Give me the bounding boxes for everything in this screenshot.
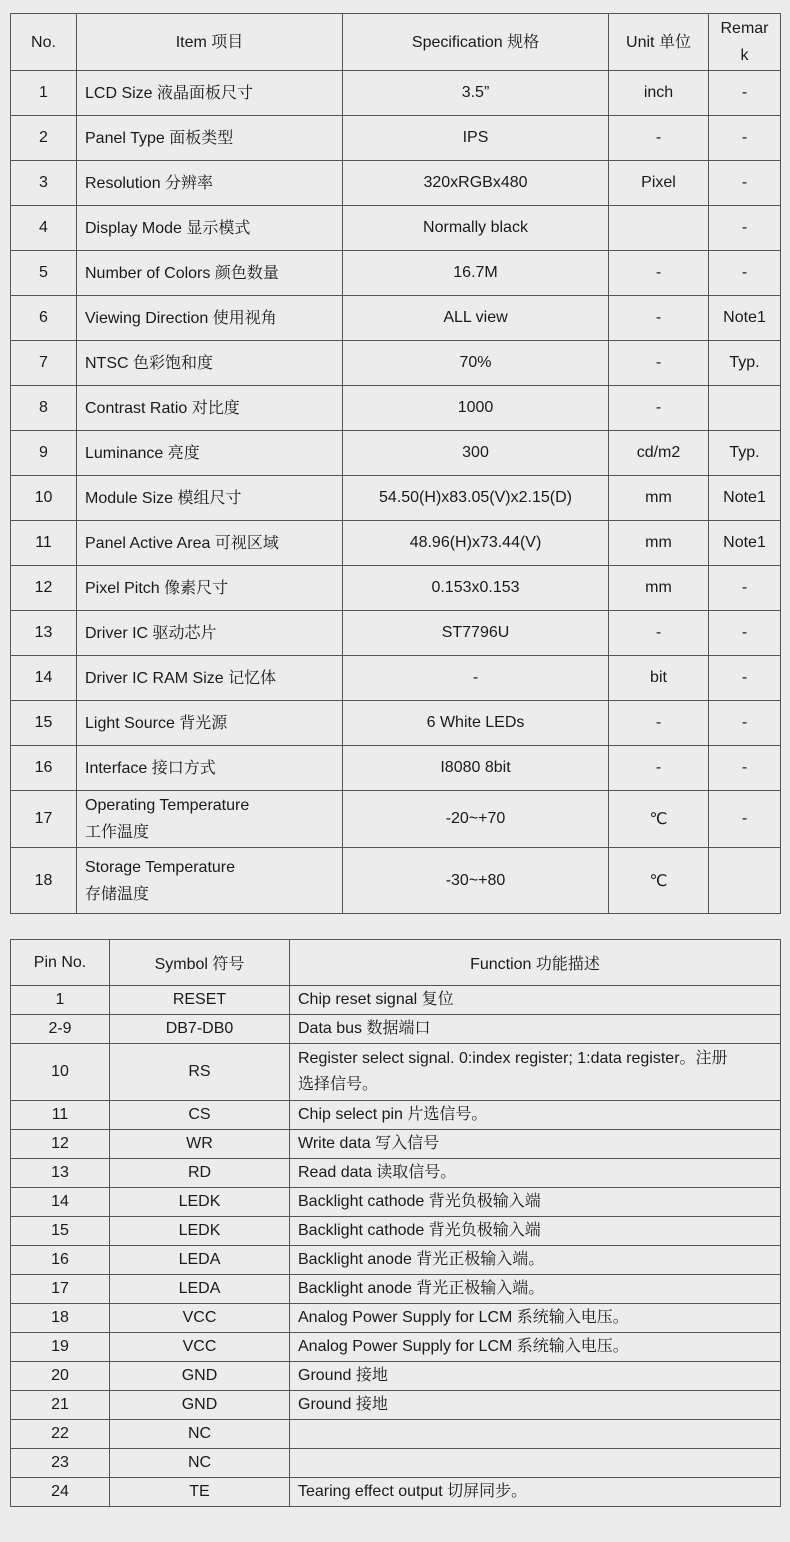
pin-function: Analog Power Supply for LCM 系统输入电压。 bbox=[290, 1304, 781, 1333]
pin-symbol: NC bbox=[110, 1449, 290, 1478]
spec-item: Driver IC RAM Size 记忆体 bbox=[77, 656, 343, 701]
spec-unit bbox=[609, 206, 709, 251]
spec-row bbox=[11, 71, 781, 116]
spec-item: Viewing Direction 使用视角 bbox=[77, 296, 343, 341]
spec-unit: - bbox=[609, 341, 709, 386]
spec-item: NTSC 色彩饱和度 bbox=[77, 341, 343, 386]
spec-unit: - bbox=[609, 251, 709, 296]
spec-unit: inch bbox=[609, 71, 709, 116]
pin-symbol: CS bbox=[110, 1101, 290, 1130]
pin-no: 21 bbox=[11, 1391, 110, 1420]
spec-item: Storage Temperature 存储温度 bbox=[77, 848, 343, 914]
spec-value: 320xRGBx480 bbox=[343, 161, 609, 206]
header-symbol: Symbol 符号 bbox=[110, 940, 290, 986]
pin-row bbox=[11, 1333, 781, 1362]
pin-no: 19 bbox=[11, 1333, 110, 1362]
pin-function: Chip reset signal 复位 bbox=[290, 986, 781, 1015]
pin-no: 13 bbox=[11, 1159, 110, 1188]
pin-no: 22 bbox=[11, 1420, 110, 1449]
spec-remark: Note1 bbox=[709, 521, 781, 566]
spec-row bbox=[11, 611, 781, 656]
spec-no: 7 bbox=[11, 341, 77, 386]
specification-table bbox=[10, 13, 781, 914]
spec-value: 16.7M bbox=[343, 251, 609, 296]
spec-item: Luminance 亮度 bbox=[77, 431, 343, 476]
spec-unit: mm bbox=[609, 476, 709, 521]
pin-row bbox=[11, 1275, 781, 1304]
pin-row bbox=[11, 1362, 781, 1391]
spec-row bbox=[11, 656, 781, 701]
spec-row bbox=[11, 386, 781, 431]
pin-function: Backlight cathode 背光负极输入端 bbox=[290, 1188, 781, 1217]
pin-definition-table bbox=[10, 939, 781, 1507]
spec-no: 18 bbox=[11, 848, 77, 914]
pin-function: Ground 接地 bbox=[290, 1391, 781, 1420]
spec-no: 11 bbox=[11, 521, 77, 566]
pin-row bbox=[11, 1449, 781, 1478]
spec-value: 3.5” bbox=[343, 71, 609, 116]
spec-remark bbox=[709, 386, 781, 431]
spec-remark: Typ. bbox=[709, 431, 781, 476]
pin-symbol: NC bbox=[110, 1420, 290, 1449]
header-function: Function 功能描述 bbox=[290, 940, 781, 986]
pin-no: 20 bbox=[11, 1362, 110, 1391]
spec-value: - bbox=[343, 656, 609, 701]
spec-remark: - bbox=[709, 611, 781, 656]
pin-symbol: VCC bbox=[110, 1304, 290, 1333]
spec-row bbox=[11, 206, 781, 251]
header-remark: Remar k bbox=[709, 14, 781, 71]
pin-no: 15 bbox=[11, 1217, 110, 1246]
spec-row bbox=[11, 848, 781, 914]
spec-value: IPS bbox=[343, 116, 609, 161]
pin-function: Backlight anode 背光正极输入端。 bbox=[290, 1246, 781, 1275]
spec-no: 3 bbox=[11, 161, 77, 206]
spec-unit: ℃ bbox=[609, 848, 709, 914]
spec-remark: - bbox=[709, 116, 781, 161]
spec-remark: - bbox=[709, 161, 781, 206]
pin-no: 24 bbox=[11, 1478, 110, 1507]
spec-value: 70% bbox=[343, 341, 609, 386]
spec-unit: mm bbox=[609, 521, 709, 566]
spec-no: 14 bbox=[11, 656, 77, 701]
spec-remark: - bbox=[709, 746, 781, 791]
pin-function: Register select signal. 0:index register; 1:data register。注册 选择信号。 bbox=[290, 1044, 781, 1101]
spec-item: LCD Size 液晶面板尺寸 bbox=[77, 71, 343, 116]
pin-no: 2-9 bbox=[11, 1015, 110, 1044]
spec-unit: ℃ bbox=[609, 791, 709, 848]
spec-header-row bbox=[11, 14, 781, 71]
pin-row bbox=[11, 1015, 781, 1044]
spec-item: Number of Colors 颜色数量 bbox=[77, 251, 343, 296]
spec-row bbox=[11, 701, 781, 746]
pin-no: 23 bbox=[11, 1449, 110, 1478]
spec-row bbox=[11, 476, 781, 521]
header-specification: Specification 规格 bbox=[343, 14, 609, 71]
pin-symbol: GND bbox=[110, 1391, 290, 1420]
pin-symbol: LEDK bbox=[110, 1217, 290, 1246]
spec-row bbox=[11, 341, 781, 386]
pin-no: 10 bbox=[11, 1044, 110, 1101]
pin-row bbox=[11, 1217, 781, 1246]
pin-symbol: RD bbox=[110, 1159, 290, 1188]
spec-item: Driver IC 驱动芯片 bbox=[77, 611, 343, 656]
pin-row bbox=[11, 1188, 781, 1217]
pin-function: Backlight cathode 背光负极输入端 bbox=[290, 1217, 781, 1246]
spec-item: Panel Active Area 可视区域 bbox=[77, 521, 343, 566]
spec-unit: - bbox=[609, 746, 709, 791]
pin-function: Tearing effect output 切屏同步。 bbox=[290, 1478, 781, 1507]
spec-remark: - bbox=[709, 251, 781, 296]
spec-no: 2 bbox=[11, 116, 77, 161]
spec-item: Interface 接口方式 bbox=[77, 746, 343, 791]
pin-no: 18 bbox=[11, 1304, 110, 1333]
spec-remark: - bbox=[709, 71, 781, 116]
pin-no: 17 bbox=[11, 1275, 110, 1304]
pin-symbol: LEDK bbox=[110, 1188, 290, 1217]
pin-no: 12 bbox=[11, 1130, 110, 1159]
pin-symbol: RS bbox=[110, 1044, 290, 1101]
spec-remark bbox=[709, 848, 781, 914]
pin-symbol: GND bbox=[110, 1362, 290, 1391]
spec-no: 6 bbox=[11, 296, 77, 341]
pin-function: Ground 接地 bbox=[290, 1362, 781, 1391]
spec-unit: cd/m2 bbox=[609, 431, 709, 476]
spec-no: 9 bbox=[11, 431, 77, 476]
pin-no: 16 bbox=[11, 1246, 110, 1275]
spec-no: 8 bbox=[11, 386, 77, 431]
pin-function: Backlight anode 背光正极输入端。 bbox=[290, 1275, 781, 1304]
spec-item: Contrast Ratio 对比度 bbox=[77, 386, 343, 431]
spec-row bbox=[11, 116, 781, 161]
spec-value: 54.50(H)x83.05(V)x2.15(D) bbox=[343, 476, 609, 521]
spec-no: 15 bbox=[11, 701, 77, 746]
spec-no: 17 bbox=[11, 791, 77, 848]
spec-row bbox=[11, 296, 781, 341]
header-unit: Unit 单位 bbox=[609, 14, 709, 71]
pin-symbol: LEDA bbox=[110, 1275, 290, 1304]
spec-value: ALL view bbox=[343, 296, 609, 341]
spec-item: Pixel Pitch 像素尺寸 bbox=[77, 566, 343, 611]
pin-function: Read data 读取信号。 bbox=[290, 1159, 781, 1188]
spec-no: 5 bbox=[11, 251, 77, 296]
pin-row bbox=[11, 1478, 781, 1507]
pin-function: Data bus 数据端口 bbox=[290, 1015, 781, 1044]
pin-symbol: LEDA bbox=[110, 1246, 290, 1275]
spec-value: -30~+80 bbox=[343, 848, 609, 914]
spec-remark: - bbox=[709, 656, 781, 701]
pin-row bbox=[11, 1101, 781, 1130]
spec-item: Operating Temperature 工作温度 bbox=[77, 791, 343, 848]
spec-value: ST7796U bbox=[343, 611, 609, 656]
spec-value: 1000 bbox=[343, 386, 609, 431]
spec-unit: bit bbox=[609, 656, 709, 701]
spec-unit: - bbox=[609, 116, 709, 161]
spec-remark: - bbox=[709, 206, 781, 251]
spec-item: Light Source 背光源 bbox=[77, 701, 343, 746]
pin-no: 1 bbox=[11, 986, 110, 1015]
spec-item: Display Mode 显示模式 bbox=[77, 206, 343, 251]
spec-no: 10 bbox=[11, 476, 77, 521]
spec-value: 48.96(H)x73.44(V) bbox=[343, 521, 609, 566]
pin-header-row bbox=[11, 940, 781, 986]
pin-function: Chip select pin 片选信号。 bbox=[290, 1101, 781, 1130]
pin-no: 11 bbox=[11, 1101, 110, 1130]
spec-item: Module Size 模组尺寸 bbox=[77, 476, 343, 521]
pin-row bbox=[11, 1304, 781, 1333]
spec-unit: Pixel bbox=[609, 161, 709, 206]
pin-row bbox=[11, 1246, 781, 1275]
spec-remark: Typ. bbox=[709, 341, 781, 386]
spec-item: Resolution 分辨率 bbox=[77, 161, 343, 206]
header-item: Item 项目 bbox=[77, 14, 343, 71]
pin-row bbox=[11, 1130, 781, 1159]
pin-symbol: WR bbox=[110, 1130, 290, 1159]
spec-remark: - bbox=[709, 791, 781, 848]
pin-row bbox=[11, 1391, 781, 1420]
spec-no: 13 bbox=[11, 611, 77, 656]
pin-function bbox=[290, 1420, 781, 1449]
spec-value: I8080 8bit bbox=[343, 746, 609, 791]
spec-unit: - bbox=[609, 386, 709, 431]
pin-symbol: VCC bbox=[110, 1333, 290, 1362]
spec-row bbox=[11, 521, 781, 566]
spec-row bbox=[11, 431, 781, 476]
pin-symbol: DB7-DB0 bbox=[110, 1015, 290, 1044]
pin-function: Analog Power Supply for LCM 系统输入电压。 bbox=[290, 1333, 781, 1362]
pin-function: Write data 写入信号 bbox=[290, 1130, 781, 1159]
header-no: No. bbox=[11, 14, 77, 71]
spec-remark: - bbox=[709, 701, 781, 746]
spec-value: 300 bbox=[343, 431, 609, 476]
spec-value: Normally black bbox=[343, 206, 609, 251]
spec-unit: - bbox=[609, 296, 709, 341]
spec-row bbox=[11, 161, 781, 206]
spec-no: 16 bbox=[11, 746, 77, 791]
spec-value: 6 White LEDs bbox=[343, 701, 609, 746]
pin-row bbox=[11, 986, 781, 1015]
spec-no: 4 bbox=[11, 206, 77, 251]
spec-value: -20~+70 bbox=[343, 791, 609, 848]
spec-unit: - bbox=[609, 611, 709, 656]
pin-row bbox=[11, 1044, 781, 1101]
spec-remark: Note1 bbox=[709, 296, 781, 341]
spec-unit: mm bbox=[609, 566, 709, 611]
pin-symbol: RESET bbox=[110, 986, 290, 1015]
spec-remark: Note1 bbox=[709, 476, 781, 521]
spec-row bbox=[11, 746, 781, 791]
spec-row bbox=[11, 791, 781, 848]
spec-remark: - bbox=[709, 566, 781, 611]
spec-row bbox=[11, 566, 781, 611]
spec-no: 1 bbox=[11, 71, 77, 116]
spec-row bbox=[11, 251, 781, 296]
spec-no: 12 bbox=[11, 566, 77, 611]
pin-row bbox=[11, 1420, 781, 1449]
pin-no: 14 bbox=[11, 1188, 110, 1217]
spec-unit: - bbox=[609, 701, 709, 746]
spec-value: 0.153x0.153 bbox=[343, 566, 609, 611]
spec-item: Panel Type 面板类型 bbox=[77, 116, 343, 161]
pin-function bbox=[290, 1449, 781, 1478]
header-pin-no: Pin No. bbox=[11, 940, 110, 986]
pin-symbol: TE bbox=[110, 1478, 290, 1507]
pin-row bbox=[11, 1159, 781, 1188]
